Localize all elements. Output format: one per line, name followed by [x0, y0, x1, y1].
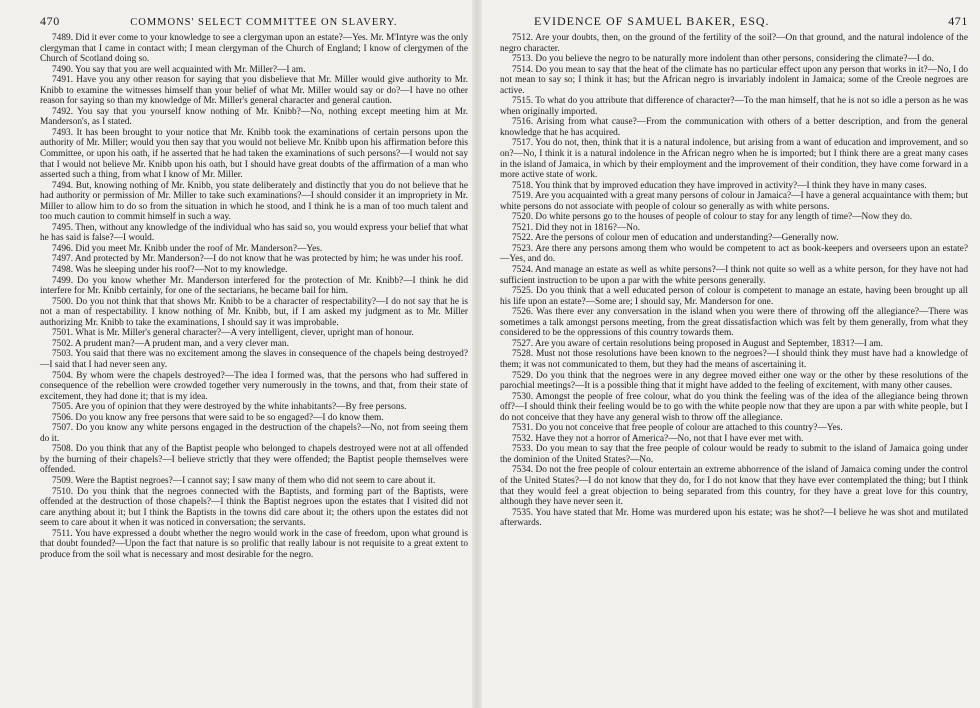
question-paragraph: 7499. Do you know whether Mr. Manderson interfered for the protection of Mr. Knibb?—I think he did interfere for Mr. Knibb certainly, for one of the sectarians, he became bail for him.	[40, 275, 468, 297]
left-running-head	[40, 14, 468, 28]
left-page-number: 470	[40, 14, 60, 28]
question-paragraph: 7532. Have they not a horror of America?—No, not that I have ever met with.	[512, 433, 804, 444]
question-paragraph: 7497. And protected by Mr. Manderson?—I do not know that he was protected by him; he was under his roof.	[52, 254, 464, 265]
question-paragraph: 7517. You do not, then, think that it is a natural indolence, but arising from a want of education and improvement, and so on?—No, I think it is a natural indolence in the African negro when he is imported; but I think there are a great many cases in the island of Jamaica, in which by their employment and the improvement of their condition, they have come forward in a more active state of work.	[500, 138, 968, 181]
left-page	[0, 0, 478, 708]
question-paragraph: 7503. You said that there was no excitement among the slaves in consequence of the chapels being destroyed?—I said that I had never seen any.	[40, 349, 468, 370]
question-paragraph: 7518. You think that by improved education they have improved in activity?—I think they have in many cases.	[512, 180, 927, 191]
question-paragraph: 7521. Did they not in 1816?—No.	[512, 222, 640, 233]
right-body	[500, 33, 968, 529]
question-paragraph: 7533. Do you mean to say that the free people of colour would be ready to submit to the island of Jamaica going under the dominion of the United States?—No.	[500, 444, 968, 465]
question-paragraph: 7507. Do you know any white persons engaged in the destruction of the chapels?—No, not from seeing them do it.	[40, 423, 468, 444]
question-paragraph: 7513. Do you believe the negro to be naturally more indolent than other persons, considering the climate?—I do.	[512, 54, 934, 65]
question-paragraph: 7509. Were the Baptist negroes?—I cannot say; I saw many of them who did not seem to care about it.	[52, 475, 436, 486]
question-paragraph: 7510. Do you think that the negroes connected with the Baptists, and forming part of the Baptists, were offended at the destruction of those chapels?—I think the Baptist negroes upon the estates that I visited did not care anything about it; but I think the Baptists in the towns did care about it; the others upon the estates did not seem to care about it when it was noticed in conversation; the servants.	[40, 486, 468, 529]
question-paragraph: 7531. Do you not conceive that free people of colour are attached to this country?—Yes.	[512, 423, 843, 434]
question-paragraph: 7519. Are you acquainted with a great many persons of colour in Jamaica?—I have a general acquaintance with them; but white persons do not associate with people of colour so generally as with white persons.	[500, 191, 968, 212]
question-paragraph: 7526. Was there ever any conversation in the island when you were there of throwing off the allegiance?—There was sometimes a talk amongst persons meeting, from the great dissatisfaction which was felt by them generally, from what they considered to be the oppressions of this country towards them.	[500, 307, 968, 339]
question-paragraph: 7500. Do you not think that that shows Mr. Knibb to be a character of respectability?—I do not say that he is not a man of respectability. I know nothing of Mr. Knibb, but, if I am asked my judgment as to Mr. Miller authorizing Mr. Knibb to take the examinations, I should say it was improbable.	[40, 296, 468, 328]
question-paragraph: 7502. A prudent man?—A prudent man, and a very clever man.	[52, 338, 289, 349]
question-paragraph: 7506. Do you know any free persons that were said to be so engaged?—I do know them.	[52, 412, 384, 423]
question-paragraph: 7520. Do white persons go to the houses of people of colour to stay for any length of time?—Now they do.	[512, 212, 913, 223]
question-paragraph: 7493. It has been brought to your notice that Mr. Knibb took the examinations of certain persons upon the authority of Mr. Miller; would you then say that you would not believe Mr. Knibb upon his affirmation before this Committee, or upon his oath, if he asserted that he had taken the examinations of such persons?—I would not say that I would not believe Mr. Knibb upon his oath, but I should have great doubts of the affirmation of a man who asserted such a thing, from what I know of Mr. Miller.	[40, 127, 468, 181]
right-page-number: 471	[948, 14, 968, 28]
question-paragraph: 7508. Do you think that any of the Baptist people who belonged to chapels destroyed were not at all offended by the burning of their chapels?—I believe strictly that they were offended; the Baptist people themselves were offended.	[40, 444, 468, 476]
question-paragraph: 7525. Do you think that a well educated person of colour is competent to manage an estate, having been brought up all his life upon an estate?—Some are; I should say, Mr. Manderson for one.	[500, 286, 968, 307]
question-paragraph: 7511. You have expressed a doubt whether the negro would work in the case of freedom, upon what ground is that doubt founded?—Upon the fact that nature is so prolific that really labour is not requisite to a great extent to produce from the soil what is necessary and most desirable for the negro.	[40, 528, 468, 560]
right-running-title: EVIDENCE OF SAMUEL BAKER, ESQ.	[534, 14, 770, 28]
question-paragraph: 7494. But, knowing nothing of Mr. Knibb, you state deliberately and distinctly that you do not believe that he had authority or permission of Mr. Miller to take such examinations?—I should consider it an impropriety in Mr. Miller to allow him to do so from the situation in which he stood, and I think he is a man of too much talent and too much caution to commit himself in such a way.	[40, 180, 468, 223]
left-running-title: COMMONS' SELECT COMMITTEE ON SLAVERY.	[130, 17, 398, 28]
question-paragraph: 7524. And manage an estate as well as white persons?—I think not quite so well as a white person, for they have not had sufficient instruction to be upon a par with the white persons generally.	[500, 265, 968, 286]
question-paragraph: 7528. Must not those resolutions have been known to the negroes?—I should think they must have had a knowledge of them; it was not communicated to them, but they had the means of ascertaining it.	[500, 349, 968, 370]
question-paragraph: 7498. Was he sleeping under his roof?—Not to my knowledge.	[52, 265, 288, 276]
question-paragraph: 7504. By whom were the chapels destroyed?—The idea I formed was, that the persons who had suffered in consequence of the rebellion were crowded together very numerously in the towns, and that, from their state of excitement, they had done it; that is my idea.	[40, 370, 468, 402]
question-paragraph: 7489. Did it ever come to your knowledge to see a clergyman upon an estate?—Yes. Mr. M'Intyre was the only clergyman that I came in contact with; I mean clergyman of the Church of England; I know of clergymen of the Church of Scotland doing so.	[40, 33, 468, 65]
question-paragraph: 7527. Are you aware of certain resolutions being proposed in August and September, 1831?—I am.	[512, 338, 883, 349]
right-page	[478, 0, 980, 708]
question-paragraph: 7522. Are the persons of colour men of education and understanding?—Generally now.	[512, 233, 839, 244]
question-paragraph: 7505. Are you of opinion that they were destroyed by the white inhabitants?—By free persons.	[52, 402, 407, 413]
left-body	[40, 33, 468, 560]
question-paragraph: 7534. Do not the free people of colour entertain an extreme abhorrence of the island of Jamaica coming under the control of the United States?—I do not know that they do, for I do not know that they have ever contemplated the thing; but I think that they would feel a great objection to being separated from this country, for they have a great love for this country, although they have never seen it.	[500, 465, 968, 508]
right-running-head	[500, 14, 968, 28]
question-paragraph: 7491. Have you any other reason for saying that you disbelieve that Mr. Miller would give authority to Mr. Knibb to examine the witnesses himself than your belief of what Mr. Miller would say or do?—I have no other reason for saying so than my knowledge of Mr. Miller's general character and general caution.	[40, 75, 468, 107]
question-paragraph: 7523. Are there any persons among them who would be competent to act as book-keepers and overseers upon an estate?—Yes, and do.	[500, 243, 968, 265]
question-paragraph: 7501. What is Mr. Miller's general character?—A very intelligent, clever, upright man of honour.	[52, 328, 414, 339]
question-paragraph: 7514. Do you mean to say that the heat of the climate has no particular effect upon any person that works in it?—No, I do not mean to say so; I think it has; but the African negro is invariably indolent in Jamaica; some of the Creole negroes are active.	[500, 64, 968, 96]
question-paragraph: 7492. You say that you yourself know nothing of Mr. Knibb?—No, nothing except meeting him at Mr. Manderson's, as I stated.	[40, 106, 468, 128]
question-paragraph: 7496. Did you meet Mr. Knibb under the roof of Mr. Manderson?—Yes.	[52, 243, 323, 254]
question-paragraph: 7516. Arising from what cause?—From the communication with others of a better description, and from the general knowledge that he has acquired.	[500, 117, 968, 138]
question-paragraph: 7529. Do you think that the negroes were in any degree moved either one way or the other by these resolutions of the parochial meetings?—It is a possible thing that it might have added to the feeling of excitement, with many other causes.	[500, 370, 968, 392]
question-paragraph: 7530. Amongst the people of free colour, what do you think the feeling was of the idea of the allegiance being thrown off?—I should think their feeling would be to go with the white people now that they are upon a par with white people, but I do not conceive that they have any general wish to throw off the allegiance.	[500, 391, 968, 423]
question-paragraph: 7515. To what do you attribute that difference of character?—To the man himself, that he is not so idle a person as he was when originally imported.	[500, 96, 968, 117]
question-paragraph: 7490. You say that you are well acquainted with Mr. Miller?—I am.	[52, 64, 306, 75]
question-paragraph: 7512. Are your doubts, then, on the ground of the fertility of the soil?—On that ground, and the natural indolence of the negro character.	[500, 33, 968, 54]
question-paragraph: 7535. You have stated that Mr. Home was murdered upon his estate; was he shot?—I believe he was shot and mutilated afterwards.	[500, 507, 968, 529]
question-paragraph: 7495. Then, without any knowledge of the individual who has said so, you would express your belief that what he has said is false?—I would.	[40, 222, 468, 244]
